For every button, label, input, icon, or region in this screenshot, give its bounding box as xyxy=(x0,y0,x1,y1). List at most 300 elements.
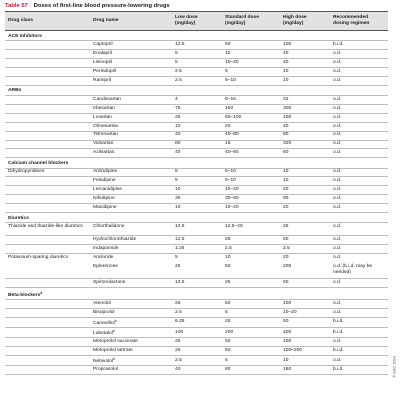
table-row xyxy=(5,131,388,140)
cell-dosing-regimen-text: o.d. xyxy=(333,246,342,252)
cell-standard-dose xyxy=(222,300,280,309)
table-body xyxy=(5,31,388,375)
cell-dosing-regimen-text: b.i.d. xyxy=(333,348,344,354)
cell-drug-name-text: Lercanidipine xyxy=(93,187,123,193)
cell-dosing-regimen-text: o.d. xyxy=(333,150,342,156)
cell-standard-dose-text: 10 xyxy=(225,255,231,261)
footnote-marker: a xyxy=(40,290,43,295)
cell-drug-class xyxy=(5,177,90,186)
cell-low-dose-text: 30 xyxy=(175,196,181,202)
cell-dosing-regimen xyxy=(330,76,388,85)
header-low-dose: Low dose (mg/day) xyxy=(172,12,222,31)
section-heading xyxy=(5,85,90,95)
cell-standard-dose xyxy=(222,338,280,347)
cell-dosing-regimen-text: o.d. xyxy=(333,59,342,65)
cell-high-dose-text: 10 xyxy=(283,357,289,363)
cell-low-dose-text: 25 xyxy=(175,263,181,269)
cell-low-dose xyxy=(172,347,222,356)
cell-dosing-regimen-text: o.d. xyxy=(333,279,342,285)
cell-drug-name-text: Felodipine xyxy=(93,178,116,184)
cell-high-dose-text: 40 xyxy=(283,123,289,129)
cell-drug-name-text: Indapamide xyxy=(93,246,119,252)
cell-drug-class xyxy=(5,59,90,68)
cell-dosing-regimen-text: b.i.d. xyxy=(333,329,344,335)
cell-high-dose xyxy=(280,140,330,149)
table-row xyxy=(5,263,388,279)
cell-drug-class xyxy=(5,245,90,254)
cell-low-dose xyxy=(172,223,222,236)
header-drug-name: Drug name xyxy=(90,12,172,31)
cell-drug-name-text: Metoprolol tartrate xyxy=(93,348,133,354)
cell-low-dose xyxy=(172,356,222,366)
cell-drug-class xyxy=(5,67,90,76)
cell-high-dose xyxy=(280,96,330,105)
section-label: ACE inhibitors xyxy=(8,33,42,39)
cell-high-dose-text: 32 xyxy=(283,96,289,102)
cell-drug-name-text: Bisoprolol xyxy=(93,309,115,315)
cell-drug-name xyxy=(90,186,172,195)
cell-dosing-regimen-text: o.d. xyxy=(333,237,342,243)
cell-high-dose-text: 320 xyxy=(283,141,292,147)
cell-low-dose xyxy=(172,236,222,245)
copyright-notice: © ESC 2024 xyxy=(392,356,397,378)
cell-low-dose xyxy=(172,140,222,149)
cell-standard-dose-text: 5 xyxy=(225,68,228,74)
cell-drug-name xyxy=(90,131,172,140)
cell-standard-dose-text: 50 xyxy=(225,42,231,48)
cell-high-dose-text: 400 xyxy=(283,329,292,335)
section-empty-cell xyxy=(222,31,280,41)
cell-dosing-regimen-text: o.d. xyxy=(333,169,342,175)
cell-standard-dose xyxy=(222,245,280,254)
cell-dosing-regimen xyxy=(330,317,388,327)
cell-drug-name-text: Azilsartan xyxy=(93,150,115,156)
cell-dosing-regimen xyxy=(330,195,388,204)
cell-low-dose-text: 2.5 xyxy=(175,68,182,74)
cell-drug-name-text: Labetalol xyxy=(93,331,113,337)
cell-low-dose-text: 5 xyxy=(175,169,178,175)
cell-low-dose-text: 40 xyxy=(175,367,181,373)
cell-drug-name xyxy=(90,308,172,317)
cell-drug-class xyxy=(5,122,90,131)
footnote-marker: b xyxy=(112,329,115,334)
cell-drug-name-text: Hydrochlorothiazide xyxy=(93,237,137,243)
cell-low-dose xyxy=(172,300,222,309)
cell-drug-name-text: Irbesartan xyxy=(93,105,116,111)
cell-standard-dose-text: 50 xyxy=(225,348,231,354)
cell-drug-class xyxy=(5,140,90,149)
cell-drug-class xyxy=(5,366,90,375)
table-row xyxy=(5,67,388,76)
cell-low-dose-text: 4 xyxy=(175,96,178,102)
cell-high-dose-text: 10 xyxy=(283,77,289,83)
cell-high-dose xyxy=(280,245,330,254)
cell-standard-dose-text: 5–10 xyxy=(225,77,236,83)
cell-drug-class xyxy=(5,263,90,279)
cell-drug-name xyxy=(90,317,172,327)
cell-high-dose-text: 80 xyxy=(283,150,289,156)
cell-dosing-regimen xyxy=(330,104,388,113)
cell-drug-name xyxy=(90,245,172,254)
cell-standard-dose xyxy=(222,204,280,213)
table-row xyxy=(5,41,388,50)
table-row xyxy=(5,245,388,254)
cell-low-dose-text: 40 xyxy=(175,132,181,138)
cell-high-dose xyxy=(280,366,330,375)
cell-low-dose-text: 2.5 xyxy=(175,357,182,363)
cell-high-dose xyxy=(280,356,330,366)
cell-drug-name-text: Nebivolol xyxy=(93,359,114,365)
cell-standard-dose-text: 5 xyxy=(225,357,228,363)
cell-low-dose xyxy=(172,366,222,375)
table-row xyxy=(5,317,388,327)
cell-low-dose xyxy=(172,263,222,279)
section-empty-cell xyxy=(280,287,330,299)
cell-standard-dose-text: 5 xyxy=(225,309,228,315)
cell-drug-name-text: Eplerenone xyxy=(93,263,119,269)
table-row xyxy=(5,140,388,149)
section-empty-cell xyxy=(90,213,172,223)
section-heading xyxy=(5,158,90,168)
table-row xyxy=(5,254,388,263)
cell-standard-dose xyxy=(222,186,280,195)
header-row xyxy=(5,12,388,31)
cell-low-dose-text: 100 xyxy=(175,329,184,335)
cell-low-dose-text: 40 xyxy=(175,150,181,156)
cell-standard-dose xyxy=(222,279,280,288)
cell-standard-dose xyxy=(222,317,280,327)
cell-dosing-regimen-text: o.d. xyxy=(333,224,342,230)
cell-dosing-regimen xyxy=(330,338,388,347)
cell-standard-dose xyxy=(222,76,280,85)
cell-drug-class xyxy=(5,236,90,245)
cell-low-dose-text: 25 xyxy=(175,114,181,120)
cell-high-dose-text: 10 xyxy=(283,178,289,184)
cell-standard-dose xyxy=(222,236,280,245)
cell-drug-class xyxy=(5,195,90,204)
cell-standard-dose xyxy=(222,131,280,140)
cell-high-dose-text: 100–200 xyxy=(283,348,303,354)
cell-high-dose xyxy=(280,149,330,158)
cell-drug-class xyxy=(5,104,90,113)
cell-high-dose-text: 10 xyxy=(283,68,289,74)
header-high-dose: High dose (mg/day) xyxy=(280,12,330,31)
cell-drug-name xyxy=(90,168,172,177)
cell-dosing-regimen-text: o.d. xyxy=(333,51,342,57)
cell-dosing-regimen-text: o.d. (b.i.d. may be needed) xyxy=(333,263,373,275)
cell-drug-class xyxy=(5,186,90,195)
table-row xyxy=(5,96,388,105)
cell-dosing-regimen-text: o.d. xyxy=(333,204,342,210)
cell-high-dose-text: 50 xyxy=(283,319,289,325)
cell-high-dose xyxy=(280,195,330,204)
header-standard-dose: Standard dose (mg/day) xyxy=(222,12,280,31)
footnote-marker: b xyxy=(113,357,116,362)
cell-dosing-regimen xyxy=(330,279,388,288)
cell-low-dose-text: 80 xyxy=(175,141,181,147)
cell-low-dose-text: 25 xyxy=(175,348,181,354)
cell-drug-name xyxy=(90,328,172,338)
table-caption xyxy=(5,2,390,11)
cell-low-dose-text: 5 xyxy=(175,59,178,65)
cell-high-dose-text: 50 xyxy=(283,237,289,243)
section-label: Beta-blockers xyxy=(8,292,41,298)
cell-high-dose xyxy=(280,328,330,338)
cell-high-dose-text: 100 xyxy=(283,300,292,306)
cell-dosing-regimen-text: b.i.d. xyxy=(333,42,344,48)
cell-low-dose xyxy=(172,113,222,122)
cell-drug-name xyxy=(90,113,172,122)
cell-drug-name-text: Enalapril xyxy=(93,51,113,57)
table-title: Doses of first-line blood pressure-lowering drugs xyxy=(33,3,170,9)
cell-drug-name xyxy=(90,140,172,149)
cell-drug-class xyxy=(5,76,90,85)
cell-standard-dose xyxy=(222,96,280,105)
cell-drug-name xyxy=(90,300,172,309)
section-empty-cell xyxy=(330,31,388,41)
cell-low-dose-text: 12.5 xyxy=(175,42,185,48)
cell-standard-dose-text: 20 xyxy=(225,123,231,129)
table-row xyxy=(5,177,388,186)
cell-drug-name-text: Amiloride xyxy=(93,255,114,261)
cell-high-dose xyxy=(280,67,330,76)
section-row xyxy=(5,31,388,41)
cell-standard-dose-text: 25 xyxy=(225,279,231,285)
section-empty-cell xyxy=(280,85,330,95)
section-empty-cell xyxy=(172,158,222,168)
cell-high-dose-text: 300 xyxy=(283,105,292,111)
section-label: ARBs xyxy=(8,88,22,94)
cell-standard-dose xyxy=(222,67,280,76)
cell-drug-name-text: Olmesartan xyxy=(93,123,119,129)
cell-dosing-regimen-text: o.d. xyxy=(333,178,342,184)
cell-drug-class xyxy=(5,96,90,105)
cell-standard-dose xyxy=(222,328,280,338)
cell-high-dose xyxy=(280,279,330,288)
cell-standard-dose-text: 40–80 xyxy=(225,150,239,156)
cell-high-dose-text: 80 xyxy=(283,132,289,138)
dose-table xyxy=(5,11,388,375)
cell-high-dose xyxy=(280,223,330,236)
cell-drug-name-text: Amlodipine xyxy=(93,169,118,175)
cell-dosing-regimen-text: o.d. xyxy=(333,123,342,129)
cell-drug-name xyxy=(90,177,172,186)
cell-drug-name-text: Perindopril xyxy=(93,68,117,74)
cell-high-dose xyxy=(280,300,330,309)
cell-low-dose xyxy=(172,50,222,59)
section-empty-cell xyxy=(222,213,280,223)
section-empty-cell xyxy=(172,213,222,223)
cell-high-dose xyxy=(280,317,330,327)
cell-dosing-regimen xyxy=(330,236,388,245)
section-empty-cell xyxy=(90,287,172,299)
cell-drug-name-text: Valsartan xyxy=(93,141,114,147)
cell-low-dose-text: 75 xyxy=(175,105,181,111)
cell-high-dose xyxy=(280,50,330,59)
cell-drug-name-text: Losartan xyxy=(93,114,113,120)
section-row xyxy=(5,287,388,299)
cell-low-dose xyxy=(172,195,222,204)
section-row xyxy=(5,158,388,168)
table-row xyxy=(5,347,388,356)
cell-high-dose-text: 160 xyxy=(283,367,292,373)
cell-drug-class xyxy=(5,50,90,59)
cell-drug-class xyxy=(5,149,90,158)
table-row xyxy=(5,328,388,338)
cell-drug-name-text: Candesartan xyxy=(93,96,122,102)
cell-drug-name-text: Telmisartan xyxy=(93,132,119,138)
cell-low-dose xyxy=(172,245,222,254)
section-empty-cell xyxy=(90,31,172,41)
section-empty-cell xyxy=(330,213,388,223)
cell-dosing-regimen-text: o.d. xyxy=(333,68,342,74)
cell-standard-dose-text: 25 xyxy=(225,237,231,243)
section-empty-cell xyxy=(222,287,280,299)
cell-high-dose-text: 2.5 xyxy=(283,246,290,252)
cell-dosing-regimen xyxy=(330,328,388,338)
cell-standard-dose xyxy=(222,347,280,356)
cell-drug-class xyxy=(5,113,90,122)
cell-dosing-regimen xyxy=(330,356,388,366)
cell-high-dose xyxy=(280,104,330,113)
cell-dosing-regimen xyxy=(330,254,388,263)
cell-high-dose-text: 100 xyxy=(283,114,292,120)
cell-standard-dose xyxy=(222,149,280,158)
cell-low-dose-text: 5 xyxy=(175,255,178,261)
cell-drug-name xyxy=(90,50,172,59)
cell-standard-dose xyxy=(222,177,280,186)
cell-low-dose-text: 10 xyxy=(175,123,181,129)
cell-high-dose-text: 25 xyxy=(283,224,289,230)
cell-standard-dose-text: 5–10 xyxy=(225,178,236,184)
cell-dosing-regimen-text: o.d. xyxy=(333,196,342,202)
cell-dosing-regimen xyxy=(330,186,388,195)
cell-standard-dose-text: 30–60 xyxy=(225,196,239,202)
cell-standard-dose-text: 50 xyxy=(225,263,231,269)
cell-standard-dose-text: 5–10 xyxy=(225,169,236,175)
table-row xyxy=(5,122,388,131)
cell-drug-class xyxy=(5,300,90,309)
cell-low-dose xyxy=(172,131,222,140)
cell-low-dose-text: 5 xyxy=(175,51,178,57)
cell-low-dose xyxy=(172,308,222,317)
cell-dosing-regimen-text: o.d. xyxy=(333,105,342,111)
cell-dosing-regimen-text: b.i.d. xyxy=(333,319,344,325)
cell-standard-dose-text: 25 xyxy=(225,319,231,325)
cell-dosing-regimen xyxy=(330,67,388,76)
cell-high-dose-text: 20 xyxy=(283,187,289,193)
cell-high-dose-text: 100 xyxy=(283,42,292,48)
cell-low-dose xyxy=(172,96,222,105)
cell-low-dose xyxy=(172,41,222,50)
cell-dosing-regimen xyxy=(330,122,388,131)
cell-high-dose-text: 10 xyxy=(283,169,289,175)
cell-drug-class xyxy=(5,204,90,213)
cell-drug-name xyxy=(90,254,172,263)
cell-standard-dose xyxy=(222,263,280,279)
cell-drug-name xyxy=(90,59,172,68)
cell-standard-dose xyxy=(222,41,280,50)
cell-drug-class xyxy=(5,168,90,177)
cell-drug-class xyxy=(5,317,90,327)
cell-drug-class xyxy=(5,41,90,50)
cell-drug-class xyxy=(5,338,90,347)
table-row xyxy=(5,279,388,288)
cell-standard-dose-text: 10–20 xyxy=(225,187,239,193)
section-empty-cell xyxy=(222,158,280,168)
table-row xyxy=(5,356,388,366)
cell-drug-name xyxy=(90,76,172,85)
cell-drug-name-text: Nifedipine xyxy=(93,196,115,202)
cell-low-dose xyxy=(172,59,222,68)
cell-high-dose xyxy=(280,263,330,279)
table-row xyxy=(5,113,388,122)
cell-dosing-regimen xyxy=(330,113,388,122)
cell-drug-class xyxy=(5,279,90,288)
cell-high-dose-text: 100 xyxy=(283,339,292,345)
cell-dosing-regimen xyxy=(330,300,388,309)
cell-low-dose-text: 12.5 xyxy=(175,237,185,243)
cell-drug-name-text: Manidipine xyxy=(93,204,117,210)
cell-drug-name-text: Lisinopril xyxy=(93,59,113,65)
cell-low-dose-text: 2.5 xyxy=(175,77,182,83)
cell-low-dose xyxy=(172,67,222,76)
cell-high-dose xyxy=(280,236,330,245)
footnote-marker: b xyxy=(114,318,117,323)
cell-low-dose-text: 6.25 xyxy=(175,319,185,325)
cell-drug-class xyxy=(5,347,90,356)
cell-drug-name xyxy=(90,338,172,347)
cell-dosing-regimen xyxy=(330,96,388,105)
section-row xyxy=(5,213,388,223)
cell-low-dose xyxy=(172,149,222,158)
cell-drug-name xyxy=(90,279,172,288)
cell-low-dose xyxy=(172,204,222,213)
cell-standard-dose-text: 8–16 xyxy=(225,96,236,102)
cell-high-dose xyxy=(280,76,330,85)
cell-standard-dose xyxy=(222,113,280,122)
cell-high-dose-text: 50 xyxy=(283,279,289,285)
cell-drug-name xyxy=(90,96,172,105)
cell-high-dose-text: 20 xyxy=(283,255,289,261)
cell-low-dose xyxy=(172,104,222,113)
cell-low-dose xyxy=(172,168,222,177)
cell-drug-name xyxy=(90,347,172,356)
section-empty-cell xyxy=(330,85,388,95)
cell-low-dose xyxy=(172,328,222,338)
cell-dosing-regimen-text: o.d. xyxy=(333,255,342,261)
cell-standard-dose xyxy=(222,59,280,68)
cell-drug-class-text: Potassium-sparing diuretics xyxy=(8,255,69,261)
cell-dosing-regimen xyxy=(330,59,388,68)
section-empty-cell xyxy=(172,85,222,95)
section-empty-cell xyxy=(280,213,330,223)
cell-drug-name-text: Metoprolol succinate xyxy=(93,339,138,345)
cell-standard-dose-text: 50 xyxy=(225,300,231,306)
cell-low-dose xyxy=(172,177,222,186)
header-drug-class: Drug class xyxy=(5,12,90,31)
cell-dosing-regimen xyxy=(330,204,388,213)
section-label: Diuretics xyxy=(8,215,29,221)
cell-high-dose-text: 40 xyxy=(283,59,289,65)
cell-high-dose-text: 40 xyxy=(283,51,289,57)
cell-dosing-regimen xyxy=(330,347,388,356)
table-row xyxy=(5,50,388,59)
cell-low-dose xyxy=(172,338,222,347)
cell-drug-class xyxy=(5,328,90,338)
cell-standard-dose-text: 10–20 xyxy=(225,59,239,65)
cell-drug-class xyxy=(5,356,90,366)
